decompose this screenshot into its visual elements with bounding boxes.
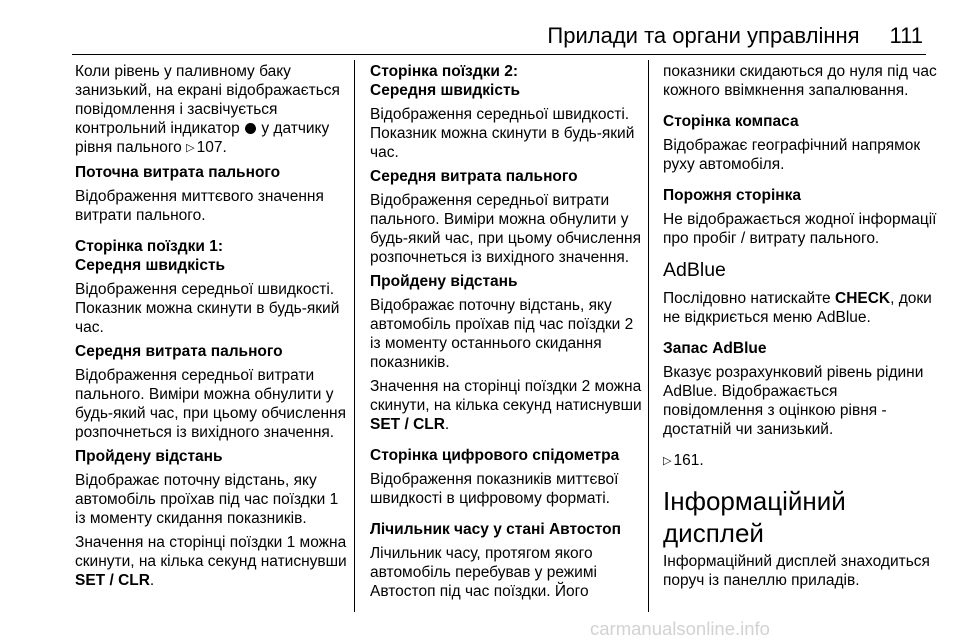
section-text: Не відображається жодної інформації про пробіг / витрату пального. xyxy=(663,211,937,247)
info-display-heading: Інформаційний дисплей xyxy=(663,486,846,548)
button-label: SET / CLR xyxy=(370,416,445,433)
section-title: Поточна витрата пального xyxy=(75,164,281,181)
column-divider xyxy=(354,60,355,612)
section-text: Відображення середньої витрати пального. Виміри можна обнулити у будь-який час, при цьому обчислення розпочнеться із вихідного значення. xyxy=(370,192,641,266)
column-1 xyxy=(75,62,351,595)
section-text: Відображає поточну відстань, яку автомобіль проїхав під час поїздки 2 із моменту останнього скидання показників. xyxy=(370,297,634,371)
section-title: Запас AdBlue xyxy=(663,340,767,357)
page-header xyxy=(0,22,923,50)
section-title: Сторінка компаса xyxy=(663,113,799,130)
section-title: Середня витрата пального xyxy=(75,343,283,360)
intro-paragraph: Коли рівень у паливному баку занизький, на екрані відображається повідомлення і засвічується контрольний індикатор у датчику рівня пального ▷ 107. xyxy=(75,63,340,156)
button-label: SET / CLR xyxy=(75,572,150,589)
column-divider xyxy=(648,60,649,612)
section-title: Лічильник часу у стані Автостоп xyxy=(370,521,621,538)
section-text: Відображення середньої швидкості. Показник можна скинути в будь-який час. xyxy=(75,281,340,336)
section-text: Відображає географічний напрямок руху автомобіля. xyxy=(663,137,921,173)
page-reference[interactable]: 107. xyxy=(196,139,227,156)
section-text: Відображення середньої витрати пального. Виміри можна обнулити у будь-який час, при цьому обчислення розпочнеться із вихідного значення. xyxy=(75,367,346,441)
page-title: Прилади та органи управління xyxy=(547,23,860,48)
section-title: Сторінка поїздки 2: xyxy=(370,63,518,80)
section-text: Відображення середньої швидкості. Показник можна скинути в будь-який час. xyxy=(370,106,635,161)
section-text: Значення на сторінці поїздки 2 можна скинути, на кілька секунд натиснувши SET / CLR. xyxy=(370,378,642,433)
section-title: Середня витрата пального xyxy=(370,168,578,185)
reference-line xyxy=(663,451,939,471)
section-text: Відображення показників миттєвої швидкості в цифровому форматі. xyxy=(370,471,619,507)
section-title: Порожня сторінка xyxy=(663,187,802,204)
section-title: Сторінка поїздки 1: xyxy=(75,238,223,255)
section-text: Відображає поточну відстань, яку автомобіль проїхав під час поїздки 1 із моменту скидання показників. xyxy=(75,472,339,527)
adblue-heading: AdBlue xyxy=(663,259,726,281)
watermark: carmanualsonline.info xyxy=(590,618,770,639)
section-text: Відображення миттєвого значення витрати пального. xyxy=(75,188,324,224)
section-title: Сторінка цифрового спідометра xyxy=(370,447,620,464)
section-text: Послідовно натискайте CHECK, доки не відкриється меню AdBlue. xyxy=(663,290,932,326)
section-text: Лічильник часу, протягом якого автомобіль перебував у режимі Автостоп під час поїздки. Його xyxy=(370,545,597,600)
section-title: Середня швидкість xyxy=(370,82,521,99)
section-title: Пройдену відстань xyxy=(75,448,223,465)
section-title: Середня швидкість xyxy=(75,257,226,274)
section-text: Вказує розрахунковий рівень рідини AdBlue. Відображається повідомлення з оцінкою рівня - достатній чи занизький. xyxy=(663,364,924,438)
reference-arrow-icon: ▷ xyxy=(186,142,195,154)
section-title: Пройдену відстань xyxy=(370,273,518,290)
reference-arrow-icon: ▷ xyxy=(663,455,672,467)
column-2 xyxy=(370,62,646,606)
section-text: показники скидаються до нуля під час кожного ввімкнення запалювання. xyxy=(663,63,937,99)
column-3 xyxy=(663,62,939,595)
header-rule xyxy=(72,54,926,55)
page-reference[interactable]: 161. xyxy=(673,452,704,469)
section-text: Інформаційний дисплей знаходиться поруч із панеллю приладів. xyxy=(663,553,930,589)
page-number: 111 xyxy=(889,23,923,48)
fuel-indicator-icon xyxy=(245,123,256,134)
section-text: Значення на сторінці поїздки 1 можна скинути, на кілька секунд натиснувши SET / CLR. xyxy=(75,534,347,589)
button-label: CHECK xyxy=(835,290,891,307)
